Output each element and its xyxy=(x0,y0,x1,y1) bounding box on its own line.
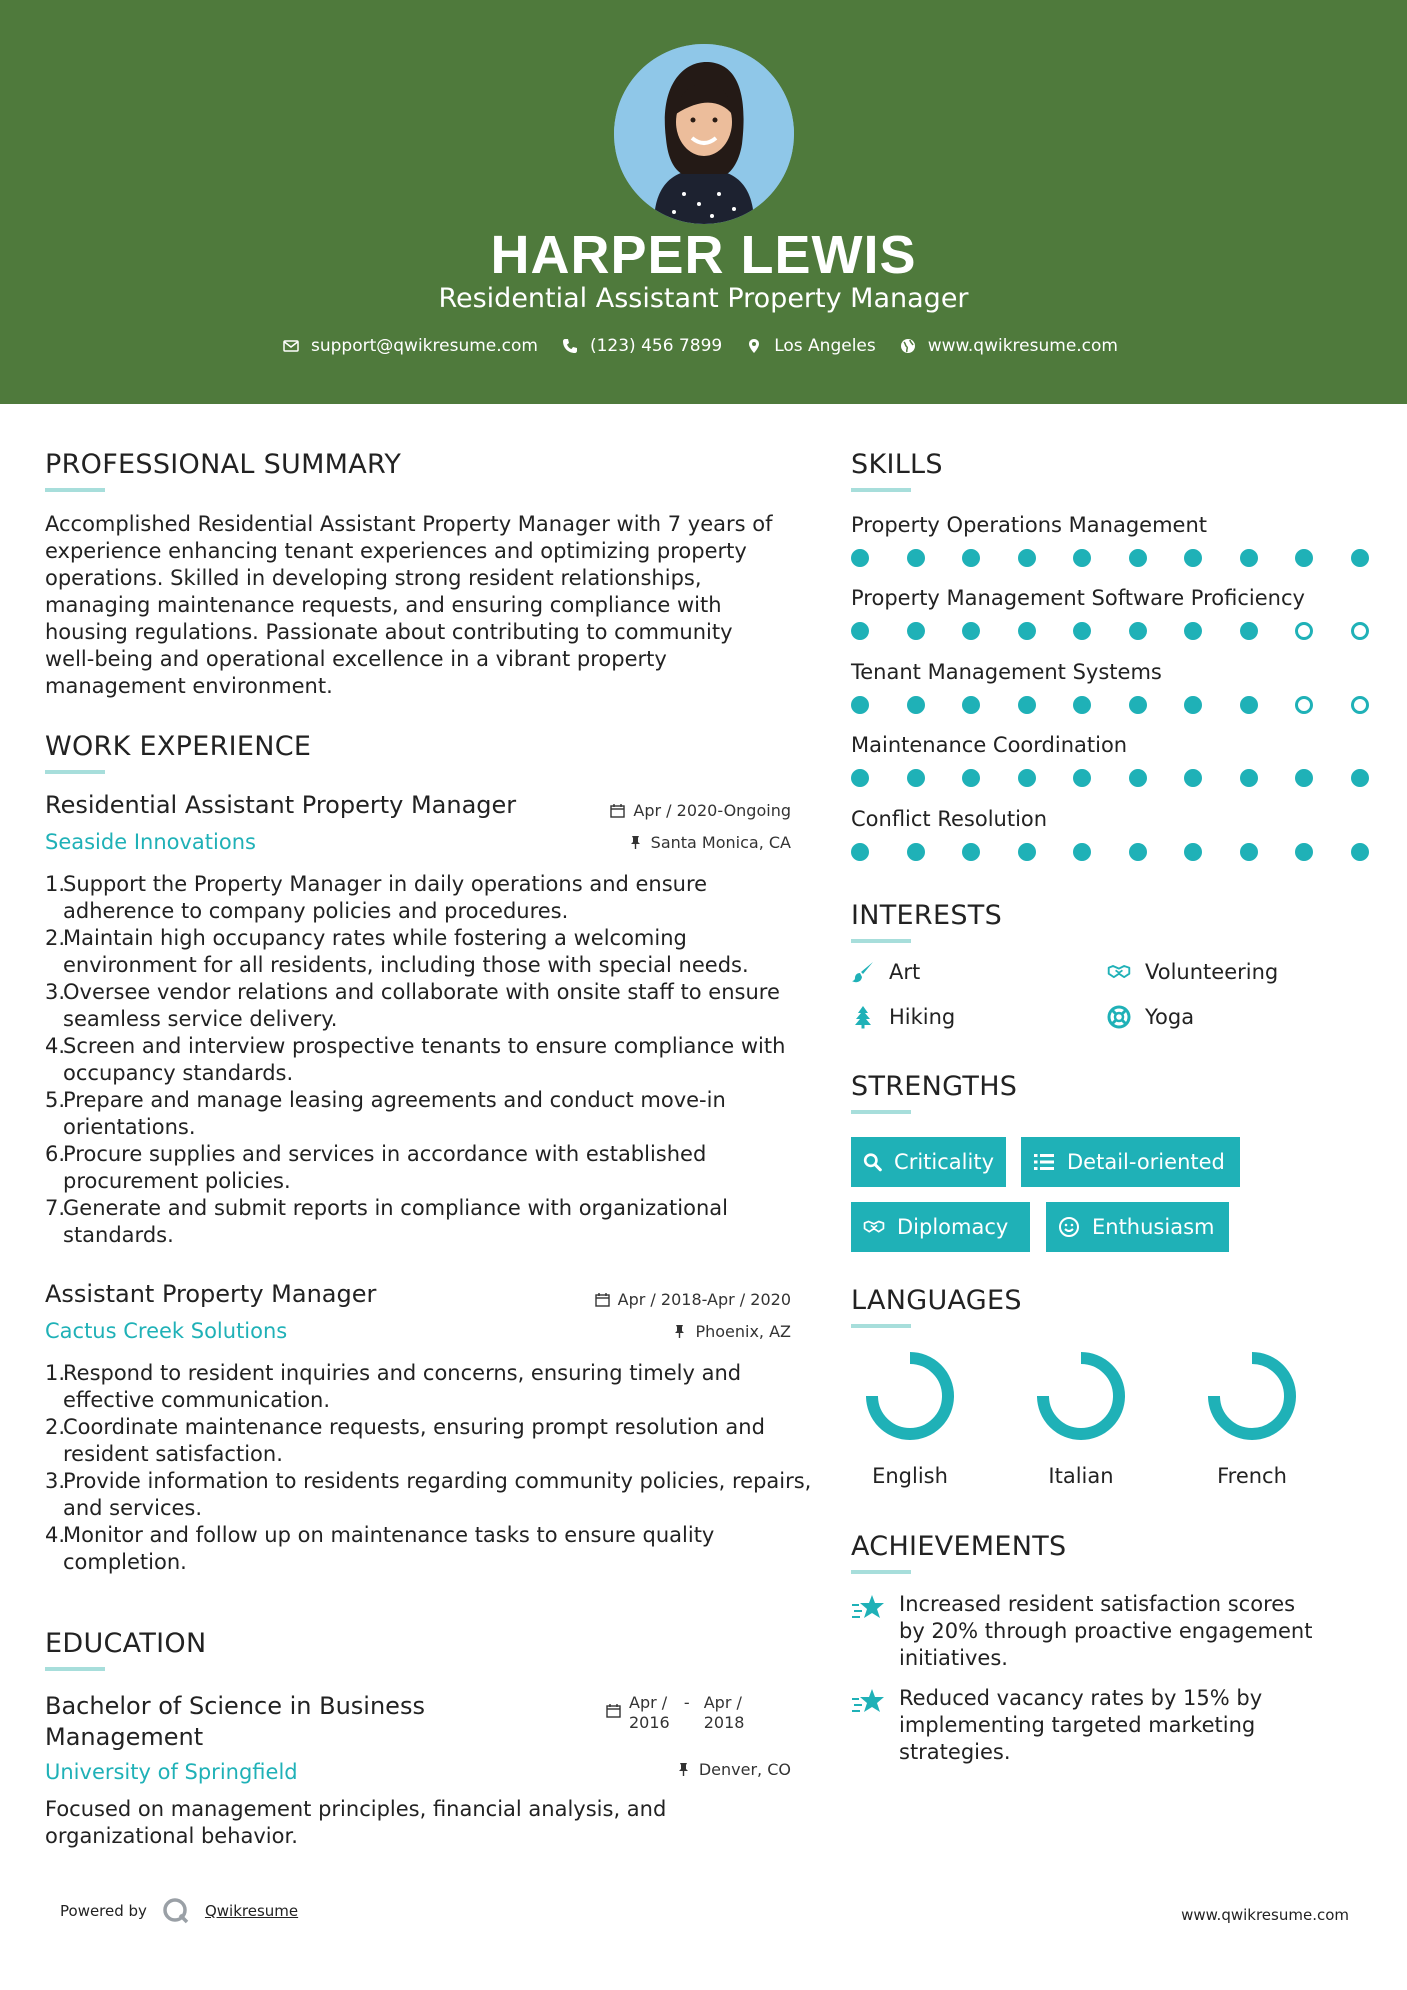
interest-item: Hiking xyxy=(851,1005,955,1029)
language-name: Italian xyxy=(1048,1464,1114,1488)
education-dates: Apr / 2016 - Apr / 2018 xyxy=(606,1693,776,1733)
interest-item: Art xyxy=(851,960,920,984)
paintbrush-icon xyxy=(851,960,875,984)
section-underline xyxy=(45,488,105,492)
strengths-title: STRENGTHS xyxy=(851,1071,1018,1102)
profile-photo xyxy=(614,44,794,224)
rating-dot-filled xyxy=(907,769,925,787)
rating-dot-empty xyxy=(1351,622,1369,640)
job-dates: Apr / 2018-Apr / 2020 xyxy=(540,1290,791,1309)
handshake-icon xyxy=(863,1216,885,1238)
rating-dot-filled xyxy=(907,843,925,861)
strength-chip: Diplomacy xyxy=(851,1202,1030,1252)
job-title: Assistant Property Manager xyxy=(45,1280,377,1308)
rating-dot-filled xyxy=(1018,622,1036,640)
rating-dot-empty xyxy=(1295,622,1313,640)
skill-name: Maintenance Coordination xyxy=(851,733,1128,757)
skill-rating xyxy=(851,622,1406,640)
language-item xyxy=(850,1350,970,1488)
map-pin-icon xyxy=(746,338,762,354)
location-text: Los Angeles xyxy=(774,336,876,356)
skill-name: Conflict Resolution xyxy=(851,807,1048,831)
rating-dot-filled xyxy=(1073,696,1091,714)
interests-title: INTERESTS xyxy=(851,900,1003,931)
achievement-item: Reduced vacancy rates by 15% by implementing targeted marketing strategies. xyxy=(851,1685,1321,1766)
lifebuoy-icon xyxy=(1107,1005,1131,1029)
rating-dot-filled xyxy=(1184,843,1202,861)
list-item: Oversee vendor relations and collaborate with onsite staff to ensure seamless service delivery. xyxy=(63,980,780,1031)
footer-powered-by: Powered by Qwikresume xyxy=(60,1896,298,1926)
rating-dot-filled xyxy=(1129,622,1147,640)
section-underline xyxy=(851,1324,911,1328)
rating-dot-empty xyxy=(1295,696,1313,714)
list-item: Provide information to residents regarding community policies, repairs, and services. xyxy=(63,1469,812,1520)
section-underline xyxy=(851,1110,911,1114)
rating-dot-filled xyxy=(1073,622,1091,640)
rating-dot-filled xyxy=(962,769,980,787)
footer-website[interactable]: www.qwikresume.com xyxy=(1181,1906,1349,1924)
skill-name: Property Operations Management xyxy=(851,513,1207,537)
skill-name: Property Management Software Proficiency xyxy=(851,586,1305,610)
language-name: French xyxy=(1217,1464,1287,1488)
job-location: Phoenix, AZ xyxy=(560,1322,791,1341)
shooting-star-icon xyxy=(851,1687,885,1717)
rating-dot-filled xyxy=(1018,696,1036,714)
rating-dot-filled xyxy=(1073,843,1091,861)
language-name: English xyxy=(872,1464,948,1488)
calendar-icon xyxy=(595,1292,610,1307)
skill-rating xyxy=(851,769,1406,787)
rating-dot-filled xyxy=(962,696,980,714)
rating-dot-filled xyxy=(1129,549,1147,567)
envelope-icon xyxy=(283,338,299,354)
list-item: Generate and submit reports in compliance with organizational standards. xyxy=(63,1196,728,1247)
strength-chip: Detail-oriented xyxy=(1021,1137,1240,1187)
interest-item: Yoga xyxy=(1107,1005,1194,1029)
list-item: Respond to resident inquiries and concerns, ensuring timely and effective communication. xyxy=(63,1361,742,1412)
education-location: Denver, CO xyxy=(600,1760,791,1779)
list-item: Prepare and manage leasing agreements and conduct move-in orientations. xyxy=(63,1088,726,1139)
pin-icon xyxy=(672,1324,687,1339)
smile-icon xyxy=(1058,1216,1080,1238)
list-item: Coordinate maintenance requests, ensuring prompt resolution and resident satisfaction. xyxy=(63,1415,765,1466)
website-text: www.qwikresume.com xyxy=(927,336,1118,356)
tree-icon xyxy=(851,1005,875,1029)
skill-rating xyxy=(851,696,1406,714)
rating-dot-filled xyxy=(1240,769,1258,787)
education-description: Focused on management principles, financial analysis, and organizational behavior. xyxy=(45,1797,667,1848)
rating-dot-filled xyxy=(1018,843,1036,861)
rating-dot-filled xyxy=(1240,843,1258,861)
list-item: Support the Property Manager in daily operations and ensure adherence to company policies and procedures. xyxy=(63,872,708,923)
company-name[interactable]: Cactus Creek Solutions xyxy=(45,1319,288,1343)
duties-list xyxy=(45,871,813,1249)
interest-item: Volunteering xyxy=(1107,960,1278,984)
handshake-icon xyxy=(1107,960,1131,984)
languages-title: LANGUAGES xyxy=(851,1285,1022,1316)
rating-dot-filled xyxy=(851,696,869,714)
summary-title: PROFESSIONAL SUMMARY xyxy=(45,449,402,480)
rating-dot-filled xyxy=(962,622,980,640)
rating-dot-filled xyxy=(1018,549,1036,567)
rating-dot-filled xyxy=(1351,549,1369,567)
search-icon xyxy=(863,1151,882,1173)
calendar-icon xyxy=(610,803,625,818)
brand-link[interactable]: Qwikresume xyxy=(204,1902,299,1920)
contact-website[interactable] xyxy=(900,336,1118,356)
degree-title: Bachelor of Science in Business Management xyxy=(45,1692,425,1751)
achievement-item: Increased resident satisfaction scores by 20% through proactive engagement initiatives. xyxy=(851,1591,1321,1672)
rating-dot-filled xyxy=(1073,769,1091,787)
company-name[interactable]: Seaside Innovations xyxy=(45,830,256,854)
rating-dot-filled xyxy=(1018,769,1036,787)
duties-list xyxy=(45,1360,813,1576)
rating-dot-filled xyxy=(851,622,869,640)
rating-dot-filled xyxy=(851,843,869,861)
rating-dot-filled xyxy=(1184,696,1202,714)
rating-dot-filled xyxy=(962,549,980,567)
rating-dot-filled xyxy=(1073,549,1091,567)
contact-location xyxy=(746,336,876,356)
rating-dot-filled xyxy=(1240,696,1258,714)
rating-dot-filled xyxy=(851,549,869,567)
list-icon xyxy=(1033,1151,1055,1173)
rating-dot-filled xyxy=(1184,622,1202,640)
rating-dot-filled xyxy=(1184,769,1202,787)
list-item: Maintain high occupancy rates while fostering a welcoming environment for all residents, including those with special needs. xyxy=(63,926,749,977)
candidate-role: Residential Assistant Property Manager xyxy=(438,283,969,314)
section-underline xyxy=(851,488,911,492)
pin-icon xyxy=(628,835,643,850)
job-dates: Apr / 2020-Ongoing xyxy=(560,801,791,820)
rating-dot-empty xyxy=(1351,696,1369,714)
list-item: Procure supplies and services in accordance with established procurement policies. xyxy=(63,1142,707,1193)
rating-dot-filled xyxy=(1295,549,1313,567)
rating-dot-filled xyxy=(1351,769,1369,787)
pin-icon xyxy=(676,1762,691,1777)
summary-text: Accomplished Residential Assistant Property Manager with 7 years of experience enhancing tenant experiences and optimizing property operations. Skilled in developing strong resident relationships, managing maintenance requests, and ensuring compliance with housing regulations. Passionate about contributing to community well-being and operational excellence in a vibrant property management environment. xyxy=(45,512,773,698)
section-underline xyxy=(45,1667,105,1671)
education-title: EDUCATION xyxy=(45,1628,207,1659)
list-item: Monitor and follow up on maintenance tasks to ensure quality completion. xyxy=(63,1523,715,1574)
language-item xyxy=(1021,1350,1141,1488)
phone-text: (123) 456 7899 xyxy=(589,336,723,356)
school-name[interactable]: University of Springfield xyxy=(45,1760,298,1784)
skill-rating xyxy=(851,549,1406,567)
skills-title: SKILLS xyxy=(851,449,943,480)
strength-chip: Enthusiasm xyxy=(1046,1202,1229,1252)
rating-dot-filled xyxy=(907,549,925,567)
job-title: Residential Assistant Property Manager xyxy=(45,791,517,819)
rating-dot-filled xyxy=(1295,769,1313,787)
contact-phone[interactable] xyxy=(562,336,722,356)
rating-dot-filled xyxy=(1129,696,1147,714)
rating-dot-filled xyxy=(1351,843,1369,861)
rating-dot-filled xyxy=(1129,843,1147,861)
contact-email[interactable] xyxy=(283,336,538,356)
section-underline xyxy=(45,770,105,774)
list-item: Screen and interview prospective tenants to ensure compliance with occupancy standards. xyxy=(63,1034,786,1085)
language-level-ring xyxy=(1035,1350,1127,1442)
resume-header xyxy=(0,0,1407,404)
rating-dot-filled xyxy=(1295,843,1313,861)
rating-dot-filled xyxy=(907,696,925,714)
work-title: WORK EXPERIENCE xyxy=(45,731,312,762)
rating-dot-filled xyxy=(1240,549,1258,567)
language-item xyxy=(1192,1350,1312,1488)
candidate-name: HARPER LEWIS xyxy=(490,225,917,285)
email-text: support@qwikresume.com xyxy=(311,336,538,356)
rating-dot-filled xyxy=(1240,622,1258,640)
phone-icon xyxy=(562,338,578,354)
job-location: Santa Monica, CA xyxy=(560,833,791,852)
skill-rating xyxy=(851,843,1406,861)
calendar-icon xyxy=(606,1703,621,1718)
rating-dot-filled xyxy=(907,622,925,640)
rating-dot-filled xyxy=(1129,769,1147,787)
globe-icon xyxy=(900,338,916,354)
section-underline xyxy=(851,1570,911,1574)
language-level-ring xyxy=(1206,1350,1298,1442)
rating-dot-filled xyxy=(1184,549,1202,567)
language-level-ring xyxy=(864,1350,956,1442)
section-underline xyxy=(851,939,911,943)
qwikresume-logo-icon xyxy=(161,1896,191,1926)
rating-dot-filled xyxy=(851,769,869,787)
rating-dot-filled xyxy=(962,843,980,861)
contact-bar xyxy=(0,336,1407,356)
shooting-star-icon xyxy=(851,1593,885,1623)
achievements-title: ACHIEVEMENTS xyxy=(851,1531,1067,1562)
skill-name: Tenant Management Systems xyxy=(851,660,1162,684)
strength-chip: Criticality xyxy=(851,1137,1006,1187)
